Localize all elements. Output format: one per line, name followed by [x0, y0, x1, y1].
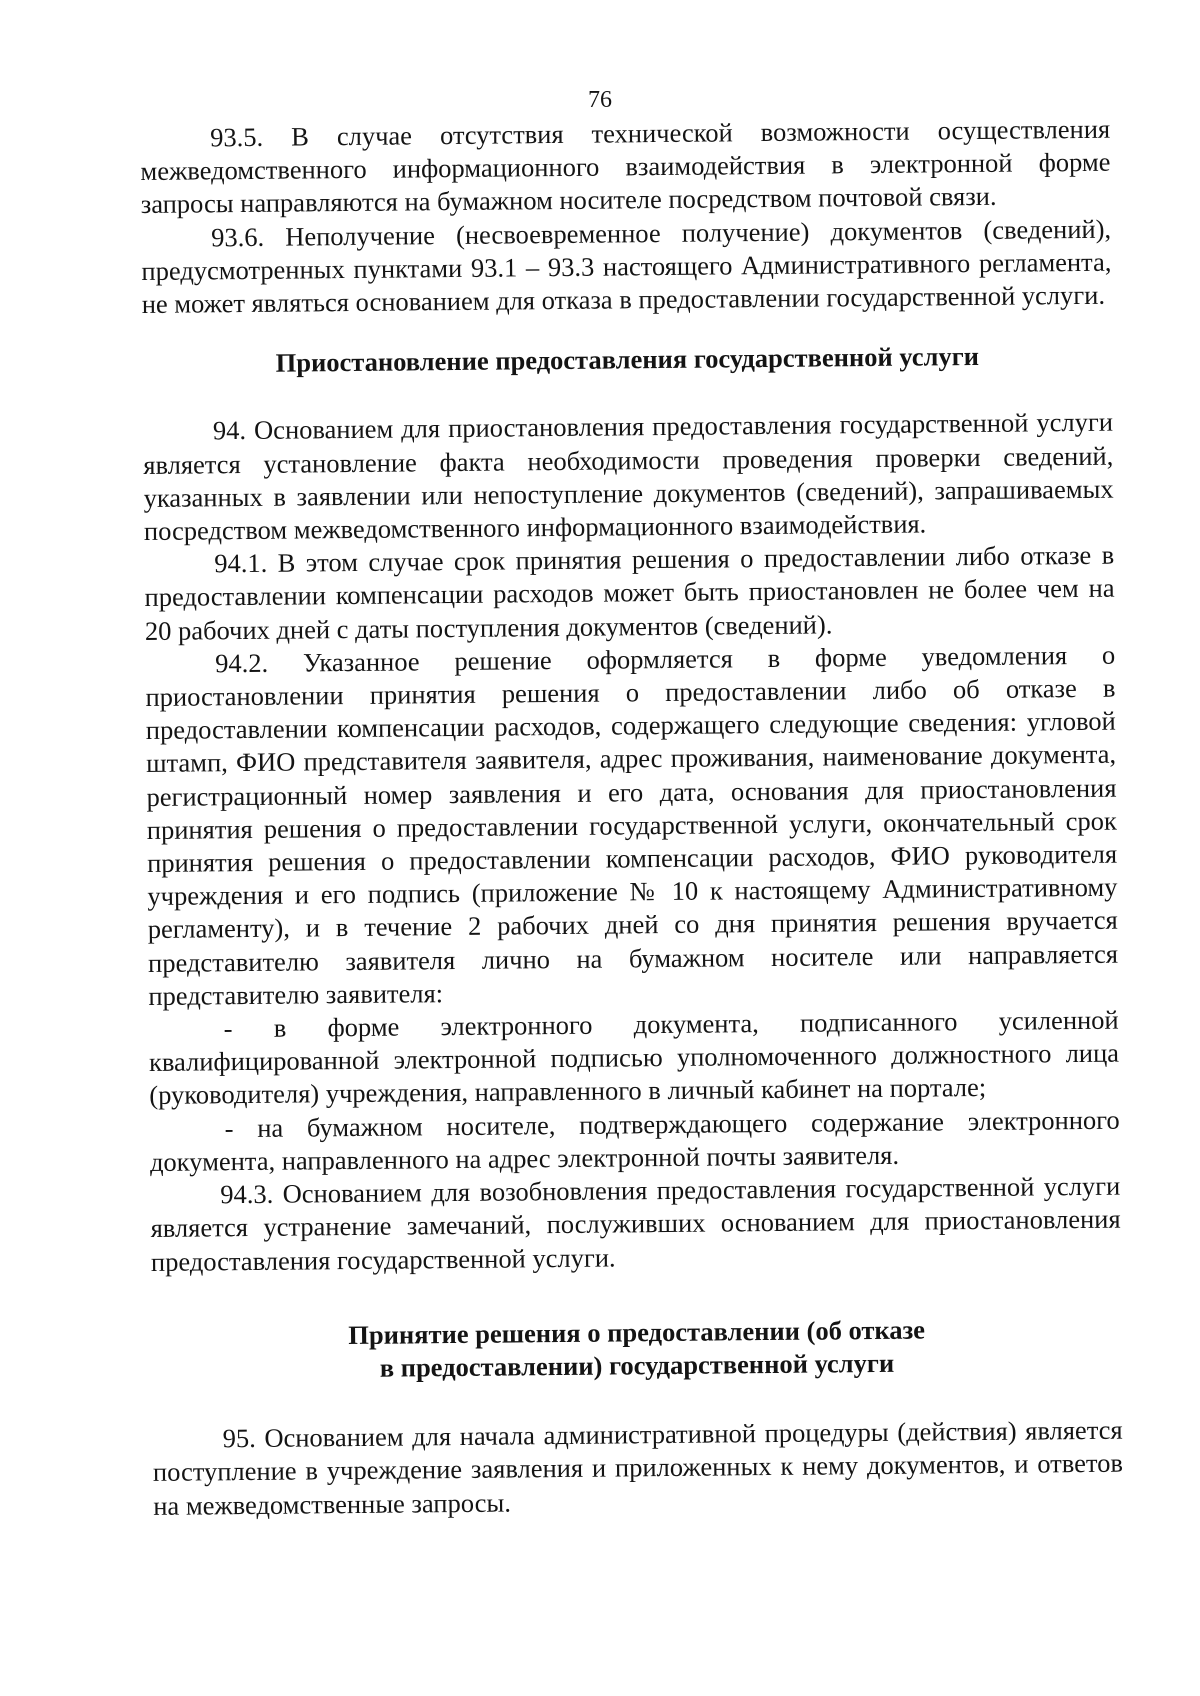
- section-heading-decision-line1: Принятие решения о предоставлении (об отказе: [348, 1314, 926, 1350]
- paragraph-94-3: 94.3. Основанием для возобновления предоставления государственной услуги является устранение замечаний, послуживших основанием для приостановления предоставления государственной услуги.: [150, 1170, 1121, 1277]
- section-heading-decision-line2: в предоставлении) государственной услуги: [379, 1347, 895, 1383]
- page-number: 76: [588, 87, 612, 113]
- paragraph-94-2: 94.2. Указанное решение оформляется в форме уведомления о приостановлении принятия решения о предоставлении либо об отказе в предоставлении компенсации расходов, содержащего следующие сведения: угловой штамп, ФИО представителя заявителя, адрес проживания, наименование документа, регистрационный номер заявления и его дата, основания для приостановления принятия решения о предоставлении государственной услуги, окончательный срок принятия решения о предоставлении компенсации расходов, ФИО руководителя учреждения и его подпись (приложение № 10 к настоящему Административному регламенту), и в течение 2 рабочих дней со дня принятия решения вручается представителю заявителя лично на бумажном носителе или направляется представителю заявителя:: [145, 639, 1119, 1011]
- paragraph-93-6: 93.6. Неполучение (несвоевременное получение) документов (сведений), предусмотренных пунктами 93.1 – 93.3 настоящего Административного регламента, не может являться основанием для отказа в предоставлении государственной услуги.: [141, 213, 1112, 320]
- paragraph-94: 94. Основанием для приостановления предоставления государственной услуги является установление факта необходимости проведения проверки сведений, указанных в заявлении или непоступление документов (сведений), запрашиваемых посредством межведомственного информационного взаимодействия.: [143, 407, 1114, 547]
- paragraph-94-1: 94.1. В этом случае срок принятия решения о предоставлении либо отказе в предоставлении компенсации расходов может быть приостановлен не более чем на 20 рабочих дней с даты поступления документов (сведений).: [144, 539, 1115, 646]
- section-heading-decision: [152, 1311, 1123, 1387]
- paragraph-93-5: 93.5. В случае отсутствия технической возможности осуществления межведомственного информационного взаимодействия в электронной форме запросы направляются на бумажном носителе посредством почтовой связи.: [140, 113, 1111, 220]
- paragraph-95: 95. Основанием для начала административной процедуры (действия) является поступление в учреждение заявления и приложенных к нему документов, и ответов на межведомственные запросы.: [152, 1414, 1124, 1521]
- list-item-electronic-document: - в форме электронного документа, подписанного усиленной квалифицированной электронной подписью уполномоченного должностного лица (руководителя) учреждения, направленного в личный кабинет на портале;: [148, 1004, 1120, 1111]
- document-body: [140, 113, 1123, 1523]
- list-item-paper-document: - на бумажном носителе, подтверждающего содержание электронного документа, направленного на адрес электронной почты заявителя.: [149, 1104, 1120, 1177]
- section-heading-suspension: Приостановление предоставления государственной услуги: [275, 341, 980, 378]
